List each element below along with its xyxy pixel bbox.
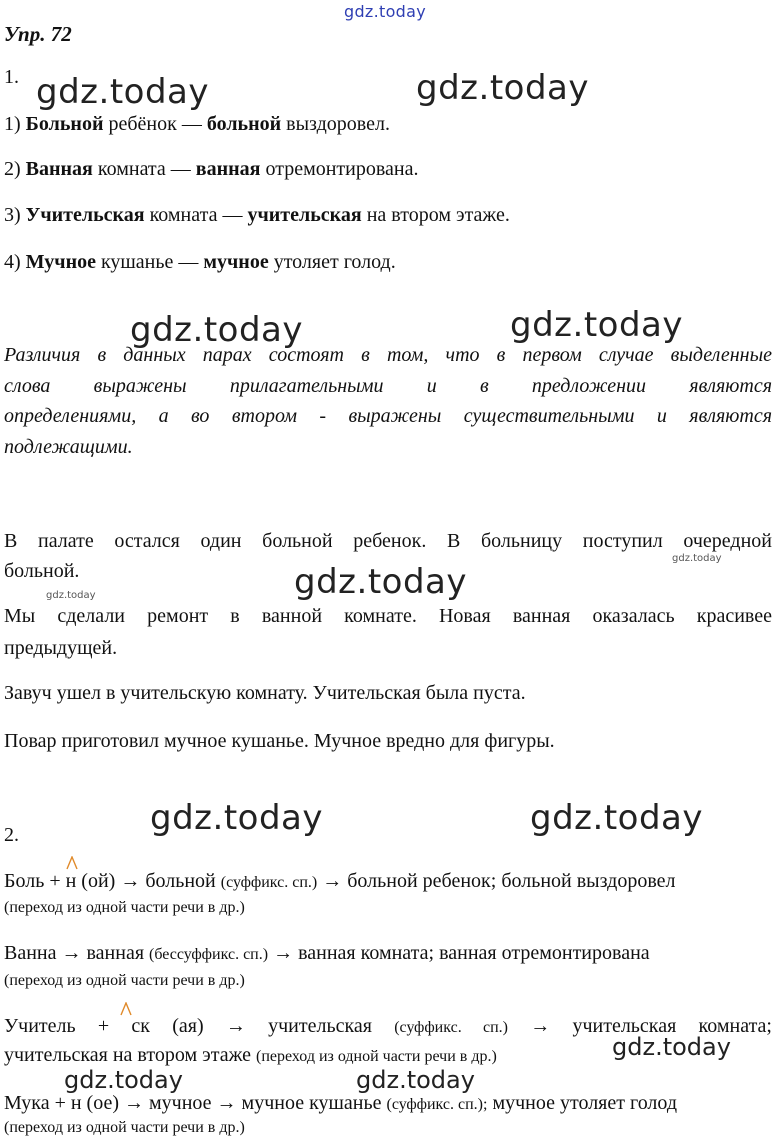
watermark-small: gdz.today xyxy=(46,590,96,601)
section-2-number: 2. xyxy=(4,824,19,846)
derivation-note: (суффикс. сп.) xyxy=(220,874,318,891)
watermark: gdz.today xyxy=(150,798,323,838)
bold-word: Больной xyxy=(25,113,104,135)
derivation-text: Ванна → ванная xyxy=(4,942,145,964)
derivation-note: (суффикс. сп.); xyxy=(386,1096,488,1113)
bold-word: больной xyxy=(206,113,282,135)
pair-number: 1) xyxy=(4,113,21,135)
pair-text: ребёнок — xyxy=(108,113,202,135)
watermark: gdz.today xyxy=(130,310,303,350)
derivation-3 xyxy=(4,1015,772,1038)
derivation-text: Учитель + ск (ая) → учительская xyxy=(4,1015,372,1037)
derivation-text: мучное утоляет голод xyxy=(492,1092,678,1114)
derivation-text: Мука + н (ое) → мучное → мучное кушанье xyxy=(4,1092,382,1114)
explanation-line: определениями, а во втором - выражены существительными и являются xyxy=(4,405,772,427)
watermark: gdz.today xyxy=(36,72,209,112)
watermark-top: gdz.today xyxy=(344,2,426,21)
bold-word: мучное xyxy=(203,251,269,273)
pair-2 xyxy=(4,158,419,181)
pair-1 xyxy=(4,113,390,136)
watermark-small: gdz.today xyxy=(672,553,722,564)
pair-text: комната — xyxy=(149,204,243,226)
derivation-2 xyxy=(4,942,650,965)
suffix-mark-icon xyxy=(66,856,78,870)
derivation-note: (переход из одной части речи в др.) xyxy=(256,1048,497,1065)
derivation-note: (переход из одной части речи в др.) xyxy=(4,899,245,916)
watermark: gdz.today xyxy=(530,798,703,838)
derivation-note: (суффикс. сп.) xyxy=(394,1019,508,1036)
pair-text: выздоровел. xyxy=(286,113,390,135)
pair-text: на втором этаже. xyxy=(366,204,510,226)
derivation-text: → учительская комната; xyxy=(530,1015,772,1037)
example-line: больной. xyxy=(4,560,80,582)
pair-text: комната — xyxy=(97,158,191,180)
example-line: В палате остался один больной ребенок. В больницу поступил очередной xyxy=(4,530,772,552)
watermark: gdz.today xyxy=(294,562,467,602)
watermark: gdz.today xyxy=(510,305,683,345)
derivation-text: учительская на втором этаже xyxy=(4,1044,252,1066)
explanation-line: Различия в данных парах состоят в том, что в первом случае выделенные xyxy=(4,344,772,366)
example-line: Мы сделали ремонт в ванной комнате. Новая ванная оказалась красивее xyxy=(4,605,772,627)
explanation-line: подлежащими. xyxy=(4,436,133,458)
example-line: Завуч ушел в учительскую комнату. Учительская была пуста. xyxy=(4,682,526,704)
watermark: gdz.today xyxy=(64,1066,183,1094)
pair-number: 2) xyxy=(4,158,21,180)
pair-text: отремонтирована. xyxy=(265,158,419,180)
derivation-text: → больной ребенок; больной выздоровел xyxy=(322,870,676,892)
explanation-line: слова выражены прилагательными и в предложении являются xyxy=(4,375,772,397)
derivation-1 xyxy=(4,870,676,893)
pair-3 xyxy=(4,204,510,227)
example-line: предыдущей. xyxy=(4,637,118,659)
watermark: gdz.today xyxy=(612,1033,731,1061)
pair-number: 4) xyxy=(4,251,21,273)
suffix-mark-icon xyxy=(120,1002,132,1016)
derivation-text: Боль + н (ой) → больной xyxy=(4,870,216,892)
bold-word: учительская xyxy=(247,204,362,226)
watermark: gdz.today xyxy=(416,68,589,108)
section-1-number: 1. xyxy=(4,66,19,88)
exercise-title: Упр. 72 xyxy=(4,22,72,46)
pair-4 xyxy=(4,251,396,274)
derivation-text: → ванная комната; ванная отремонтирована xyxy=(273,942,650,964)
pair-number: 3) xyxy=(4,204,21,226)
bold-word: Учительская xyxy=(25,204,145,226)
bold-word: Ванная xyxy=(25,158,93,180)
derivation-3-cont xyxy=(4,1044,497,1067)
derivation-note: (переход из одной части речи в др.) xyxy=(4,1119,245,1136)
derivation-4 xyxy=(4,1092,677,1115)
watermark: gdz.today xyxy=(356,1066,475,1094)
pair-text: кушанье — xyxy=(100,251,199,273)
bold-word: ванная xyxy=(195,158,261,180)
bold-word: Мучное xyxy=(25,251,96,273)
derivation-note: (бессуффикс. сп.) xyxy=(149,946,269,963)
pair-text: утоляет голод. xyxy=(273,251,396,273)
derivation-note: (переход из одной части речи в др.) xyxy=(4,972,245,989)
example-line: Повар приготовил мучное кушанье. Мучное вредно для фигуры. xyxy=(4,730,555,752)
